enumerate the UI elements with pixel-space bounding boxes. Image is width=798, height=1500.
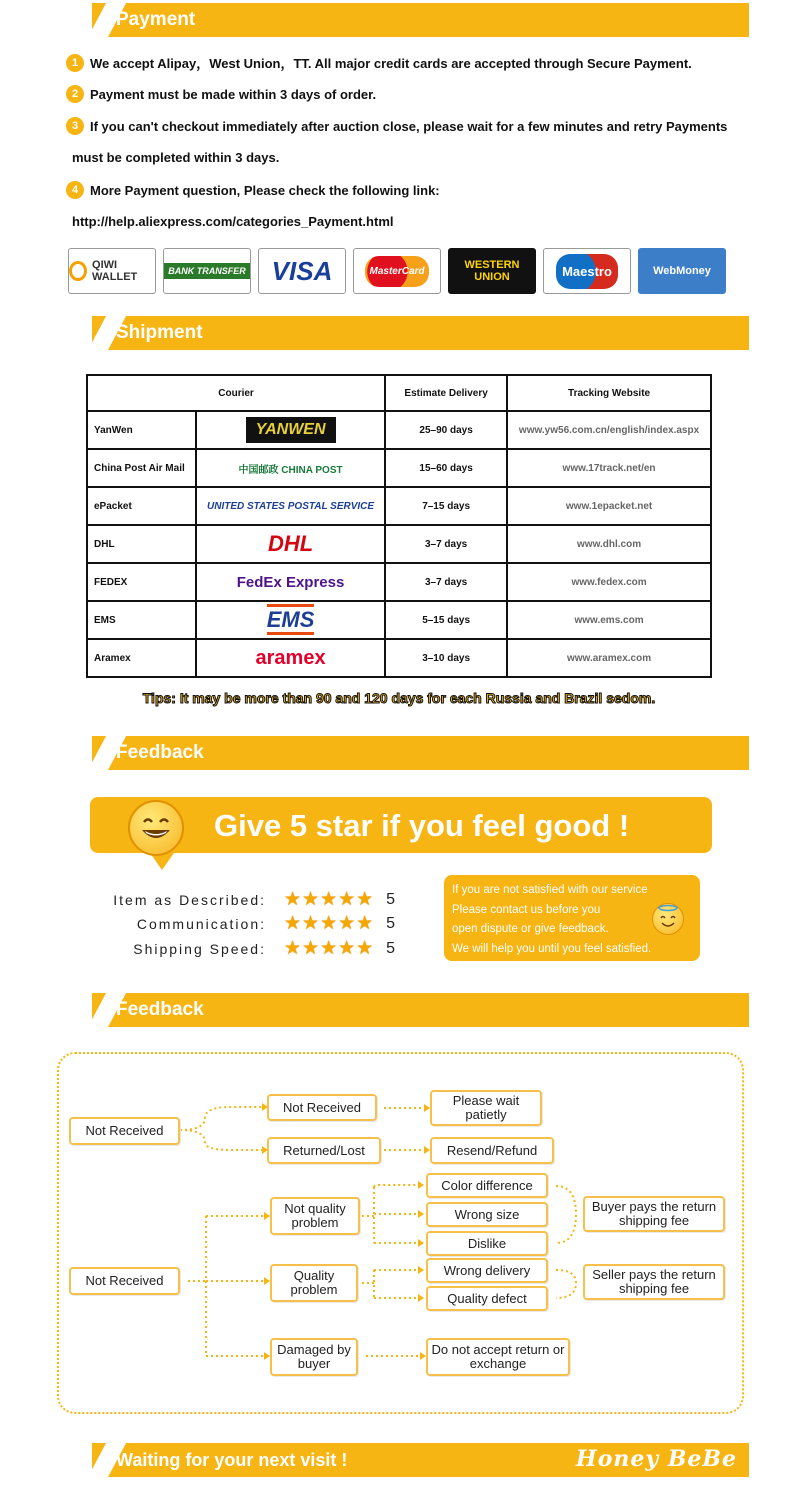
tracking-site[interactable]: www.dhl.com	[507, 525, 711, 563]
number-badge: 2	[66, 85, 84, 103]
payment-item-text: If you can't checkout immediately after auction close, please wait for a few minutes and retry Payments	[90, 118, 728, 134]
delivery-days: 3–7 days	[385, 563, 507, 601]
feedback-flow-title: Feedback	[116, 999, 204, 1020]
note-line: Please contact us before you	[452, 903, 601, 916]
number-badge: 3	[66, 117, 84, 135]
wrong-size-box: Wrong size	[426, 1202, 548, 1227]
fedex-logo: FedEx Express	[196, 563, 385, 601]
number-badge: 4	[66, 181, 84, 199]
color-difference-box: Color difference	[426, 1173, 548, 1198]
number-badge: 1	[66, 54, 84, 72]
damaged-by-buyer-box: Damaged by buyer	[270, 1338, 358, 1376]
rating-label: Item as Described:	[113, 891, 266, 908]
payment-item-text: Payment must be made within 3 days of order.	[90, 86, 377, 102]
rating-value: 5	[386, 914, 398, 932]
wrong-delivery-box: Wrong delivery	[426, 1258, 548, 1283]
note-line: We will help you until you feel satisfied.	[452, 942, 652, 955]
payment-help-link[interactable]: http://help.aliexpress.com/categories_Payment.html	[72, 214, 394, 229]
dhl-logo: DHL	[196, 525, 385, 563]
delivery-days: 5–15 days	[385, 601, 507, 639]
footer-bar	[92, 1443, 749, 1477]
not-quality-problem-box: Not quality problem	[270, 1197, 360, 1235]
delivery-days: 25–90 days	[385, 411, 507, 449]
rating-value: 5	[386, 890, 398, 908]
mastercard-logo: MasterCard	[353, 248, 441, 294]
payment-item-3-continued: must be completed within 3 days.	[72, 150, 280, 165]
not-received-box-2: Not Received	[69, 1267, 180, 1295]
courier-header: Courier	[87, 375, 385, 411]
note-line: If you are not satisfied with our service	[452, 884, 648, 896]
courier-name: EMS	[87, 601, 196, 639]
buyer-pays-box: Buyer pays the return shipping fee	[583, 1196, 725, 1232]
resend-refund-box: Resend/Refund	[430, 1137, 554, 1164]
courier-name: Aramex	[87, 639, 196, 677]
delivery-days: 3–7 days	[385, 525, 507, 563]
footer-message: Waiting for your next visit !	[116, 1450, 348, 1470]
western-union-logo: WESTERN UNION	[448, 248, 536, 294]
shipping-tips: Tips: It may be more than 90 and 120 days for each Russia and Brazil sedom.	[142, 690, 656, 706]
payment-title: Payment	[116, 9, 196, 30]
aramex-logo: aramex	[196, 639, 385, 677]
tracking-site[interactable]: www.yw56.com.cn/english/index.aspx	[507, 411, 711, 449]
please-wait-box: Please wait patietly	[430, 1090, 542, 1126]
brand-logo: Honey BeBe	[575, 1446, 737, 1472]
dislike-box: Dislike	[426, 1231, 548, 1256]
webmoney-logo: WebMoney	[638, 248, 726, 294]
rating-label: Shipping Speed:	[133, 940, 266, 957]
not-received-branch: Not Received	[267, 1094, 377, 1121]
returned-lost-box: Returned/Lost	[267, 1137, 381, 1164]
seller-pays-box: Seller pays the return shipping fee	[583, 1264, 725, 1300]
delivery-days: 7–15 days	[385, 487, 507, 525]
visa-logo: VISA	[258, 248, 346, 294]
tracking-site[interactable]: www.17track.net/en	[507, 449, 711, 487]
quality-problem-box: Quality problem	[270, 1264, 358, 1302]
bank-transfer-logo: BANK TRANSFER	[163, 248, 251, 294]
shipment-title: Shipment	[116, 322, 203, 343]
usps-logo: UNITED STATES POSTAL SERVICE	[196, 487, 385, 525]
ems-logo: EMS	[196, 601, 385, 639]
payment-item-text: More Payment question, Please check the following link:	[90, 182, 440, 198]
rating-value: 5	[386, 939, 398, 957]
delivery-days: 3–10 days	[385, 639, 507, 677]
star-icons: ★★★★★	[284, 889, 375, 910]
courier-name: China Post Air Mail	[87, 449, 196, 487]
tracking-site[interactable]: www.ems.com	[507, 601, 711, 639]
banner-text: Give 5 star if you feel good !	[214, 808, 630, 843]
courier-name: DHL	[87, 525, 196, 563]
not-accept-box: Do not accept return or exchange	[426, 1338, 570, 1376]
tracking-header: Tracking Website	[507, 375, 711, 411]
note-line: open dispute or give feedback.	[452, 923, 609, 935]
rating-label: Communication:	[136, 915, 266, 932]
quality-defect-box: Quality defect	[426, 1286, 548, 1311]
feedback-title: Feedback	[116, 742, 204, 763]
tracking-site[interactable]: www.fedex.com	[507, 563, 711, 601]
not-received-box-1: Not Received	[69, 1117, 180, 1145]
yanwen-logo: YANWEN	[196, 411, 385, 449]
china-post-logo: 中国邮政 CHINA POST	[196, 449, 385, 487]
star-icons: ★★★★★	[284, 913, 375, 934]
qiwi-logo: QIWI WALLET	[68, 248, 156, 294]
courier-name: YanWen	[87, 411, 196, 449]
maestro-logo: Maestro	[543, 248, 631, 294]
courier-name: FEDEX	[87, 563, 196, 601]
star-icons: ★★★★★	[284, 938, 375, 959]
courier-name: ePacket	[87, 487, 196, 525]
tracking-site[interactable]: www.aramex.com	[507, 639, 711, 677]
delivery-days: 15–60 days	[385, 449, 507, 487]
estimate-header: Estimate Delivery	[385, 375, 507, 411]
payment-item-text: We accept Alipay，West Union，TT. All major credit cards are accepted through Secure Payment.	[90, 56, 692, 71]
tracking-site[interactable]: www.1epacket.net	[507, 487, 711, 525]
